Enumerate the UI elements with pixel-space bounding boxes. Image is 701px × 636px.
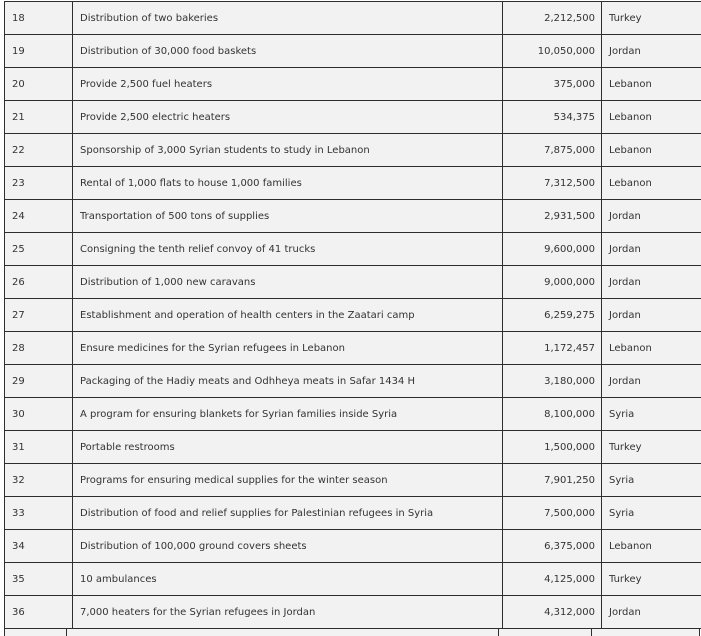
amount-cell: 8,100,000 — [503, 398, 602, 431]
country-cell: Syria — [602, 497, 701, 530]
table-row — [5, 365, 701, 398]
row-number-cell: 18 — [5, 2, 73, 35]
description-cell: A program for ensuring blankets for Syrian families inside Syria — [73, 398, 503, 431]
table-row — [5, 332, 701, 365]
table-row — [5, 233, 701, 266]
row-number-cell: 21 — [5, 101, 73, 134]
amount-cell: 375,000 — [503, 68, 602, 101]
country-cell: Turkey — [602, 563, 701, 596]
country-cell: Lebanon — [602, 530, 701, 563]
country-cell: Lebanon — [602, 101, 701, 134]
table-row — [5, 431, 701, 464]
country-cell: Syria — [602, 398, 701, 431]
amount-cell: 7,875,000 — [503, 134, 602, 167]
description-cell: Consigning the tenth relief convoy of 41 trucks — [73, 233, 503, 266]
amount-cell: 2,212,500 — [503, 2, 602, 35]
description-cell: Packaging of the Hadiy meats and Odhheya meats in Safar 1434 H — [73, 365, 503, 398]
description-cell: Portable restrooms — [73, 431, 503, 464]
amount-cell: 1,172,457 — [503, 332, 602, 365]
country-cell: Turkey — [602, 2, 701, 35]
amount-cell: 9,600,000 — [503, 233, 602, 266]
country-cell: Turkey — [602, 431, 701, 464]
row-number-cell: 30 — [5, 398, 73, 431]
amount-cell: 2,931,500 — [503, 200, 602, 233]
description-cell: Provide 2,500 electric heaters — [73, 101, 503, 134]
row-number-cell: 28 — [5, 332, 73, 365]
amount-cell: 7,312,500 — [503, 167, 602, 200]
description-cell: Sponsorship of 3,000 Syrian students to study in Lebanon — [73, 134, 503, 167]
table-row — [5, 497, 701, 530]
row-number-cell: 27 — [5, 299, 73, 332]
table-row — [5, 530, 701, 563]
table-row — [5, 101, 701, 134]
next-row-partial — [4, 628, 700, 636]
amount-cell: 4,312,000 — [503, 596, 602, 629]
row-number-cell: 24 — [5, 200, 73, 233]
description-cell: Distribution of 100,000 ground covers sheets — [73, 530, 503, 563]
country-cell: Jordan — [602, 299, 701, 332]
relief-projects-table — [4, 1, 701, 629]
amount-cell: 1,500,000 — [503, 431, 602, 464]
row-number-cell: 31 — [5, 431, 73, 464]
description-cell: Transportation of 500 tons of supplies — [73, 200, 503, 233]
row-number-cell: 25 — [5, 233, 73, 266]
table-body — [5, 2, 701, 629]
table-row — [5, 134, 701, 167]
table-row — [5, 266, 701, 299]
table-row — [5, 200, 701, 233]
amount-cell: 7,500,000 — [503, 497, 602, 530]
table-row — [5, 299, 701, 332]
amount-cell: 4,125,000 — [503, 563, 602, 596]
table-row — [5, 2, 701, 35]
table-row — [5, 398, 701, 431]
row-number-cell: 34 — [5, 530, 73, 563]
description-cell: 10 ambulances — [73, 563, 503, 596]
country-cell: Jordan — [602, 365, 701, 398]
country-cell: Jordan — [602, 35, 701, 68]
country-cell: Jordan — [602, 596, 701, 629]
country-cell: Jordan — [602, 266, 701, 299]
amount-cell: 6,375,000 — [503, 530, 602, 563]
amount-cell: 3,180,000 — [503, 365, 602, 398]
description-cell: Establishment and operation of health centers in the Zaatari camp — [73, 299, 503, 332]
row-number-cell: 29 — [5, 365, 73, 398]
table-row — [5, 68, 701, 101]
table-row — [5, 167, 701, 200]
country-cell: Lebanon — [602, 68, 701, 101]
country-cell: Lebanon — [602, 134, 701, 167]
description-cell: Rental of 1,000 flats to house 1,000 families — [73, 167, 503, 200]
row-number-cell: 19 — [5, 35, 73, 68]
amount-cell: 6,259,275 — [503, 299, 602, 332]
row-number-cell: 36 — [5, 596, 73, 629]
amount-cell: 534,375 — [503, 101, 602, 134]
country-cell: Jordan — [602, 233, 701, 266]
row-number-cell: 32 — [5, 464, 73, 497]
row-number-cell: 23 — [5, 167, 73, 200]
description-cell: Distribution of two bakeries — [73, 2, 503, 35]
table-row — [5, 35, 701, 68]
description-cell: Ensure medicines for the Syrian refugees in Lebanon — [73, 332, 503, 365]
row-number-cell: 22 — [5, 134, 73, 167]
table-row — [5, 563, 701, 596]
table-row — [5, 596, 701, 629]
country-cell: Lebanon — [602, 332, 701, 365]
row-number-cell: 33 — [5, 497, 73, 530]
row-number-cell: 20 — [5, 68, 73, 101]
country-cell: Lebanon — [602, 167, 701, 200]
row-number-cell: 35 — [5, 563, 73, 596]
description-cell: 7,000 heaters for the Syrian refugees in Jordan — [73, 596, 503, 629]
description-cell: Distribution of 30,000 food baskets — [73, 35, 503, 68]
description-cell: Provide 2,500 fuel heaters — [73, 68, 503, 101]
description-cell: Programs for ensuring medical supplies for the winter season — [73, 464, 503, 497]
table-row — [5, 464, 701, 497]
amount-cell: 9,000,000 — [503, 266, 602, 299]
amount-cell: 7,901,250 — [503, 464, 602, 497]
country-cell: Jordan — [602, 200, 701, 233]
row-number-cell: 26 — [5, 266, 73, 299]
description-cell: Distribution of 1,000 new caravans — [73, 266, 503, 299]
country-cell: Syria — [602, 464, 701, 497]
amount-cell: 10,050,000 — [503, 35, 602, 68]
description-cell: Distribution of food and relief supplies for Palestinian refugees in Syria — [73, 497, 503, 530]
